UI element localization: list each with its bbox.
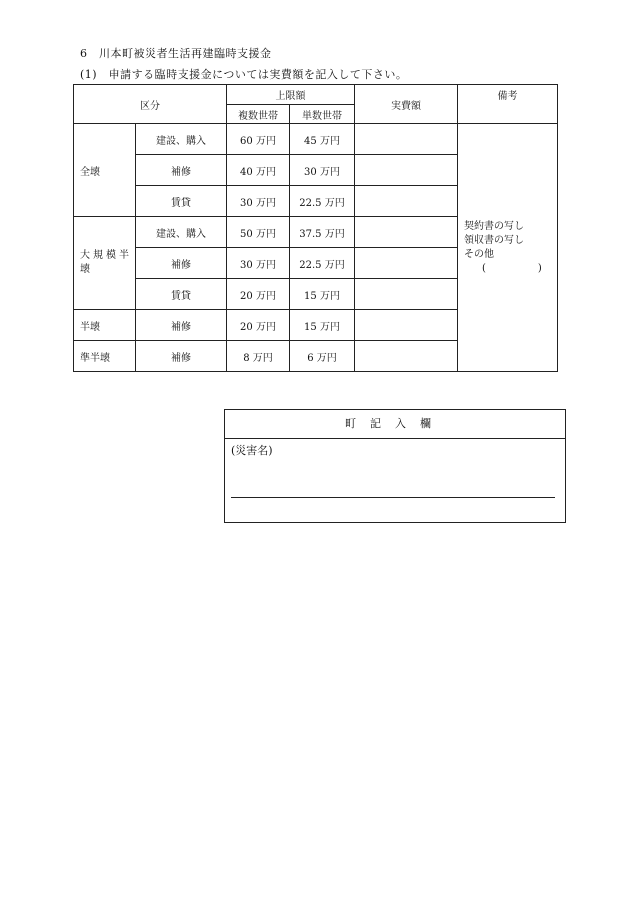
header-single: 単数世帯: [290, 105, 355, 124]
item-label: 建設、購入: [136, 217, 227, 248]
item-label: 補修: [136, 341, 227, 372]
group-label: 半壊: [74, 310, 136, 341]
actual-input[interactable]: [355, 248, 458, 279]
actual-input[interactable]: [355, 155, 458, 186]
single-value: 37.5 万円: [290, 217, 355, 248]
disaster-name-line[interactable]: [231, 497, 555, 498]
paren-close: ): [537, 262, 542, 274]
single-value: 22.5 万円: [290, 248, 355, 279]
item-label: 補修: [136, 155, 227, 186]
item-label: 賃貸: [136, 279, 227, 310]
single-value: 6 万円: [290, 341, 355, 372]
item-label: 賃貸: [136, 186, 227, 217]
remarks-cell: [458, 124, 558, 372]
town-entry-title: 町記入欄: [225, 410, 565, 439]
single-value: 15 万円: [290, 279, 355, 310]
disaster-name-label: (災害名): [231, 444, 273, 457]
multi-value: 50 万円: [227, 217, 290, 248]
remarks-other-field[interactable]: [464, 262, 542, 276]
multi-value: 40 万円: [227, 155, 290, 186]
actual-input[interactable]: [355, 279, 458, 310]
item-label: 建設、購入: [136, 124, 227, 155]
header-multi: 複数世帯: [227, 105, 290, 124]
actual-input[interactable]: [355, 217, 458, 248]
single-value: 15 万円: [290, 310, 355, 341]
multi-value: 30 万円: [227, 186, 290, 217]
multi-value: 60 万円: [227, 124, 290, 155]
item-label: 補修: [136, 310, 227, 341]
item-label: 補修: [136, 248, 227, 279]
header-limit: 上限額: [227, 85, 355, 105]
town-entry-box: [224, 409, 566, 523]
multi-value: 20 万円: [227, 279, 290, 310]
group-label: 大規模半壊: [74, 217, 136, 310]
single-value: 45 万円: [290, 124, 355, 155]
remarks-line: 領収書の写し: [464, 234, 524, 246]
actual-input[interactable]: [355, 124, 458, 155]
group-label: 準半壊: [74, 341, 136, 372]
multi-value: 8 万円: [227, 341, 290, 372]
actual-input[interactable]: [355, 186, 458, 217]
support-table: [73, 84, 558, 372]
group-label: 全壊: [74, 124, 136, 217]
single-value: 30 万円: [290, 155, 355, 186]
actual-input[interactable]: [355, 310, 458, 341]
paren-open: (: [482, 262, 486, 274]
header-category: 区分: [74, 85, 227, 124]
multi-value: 20 万円: [227, 310, 290, 341]
header-remarks: 備考: [458, 85, 558, 124]
instruction-text: (1) 申請する臨時支援金については実費額を記入して下さい。: [80, 68, 408, 81]
single-value: 22.5 万円: [290, 186, 355, 217]
actual-input[interactable]: [355, 341, 458, 372]
header-actual: 実費額: [355, 85, 458, 124]
remarks-line: その他: [464, 248, 494, 260]
section-title: 6 川本町被災者生活再建臨時支援金: [80, 47, 272, 60]
multi-value: 30 万円: [227, 248, 290, 279]
remarks-line: 契約書の写し: [464, 220, 524, 232]
